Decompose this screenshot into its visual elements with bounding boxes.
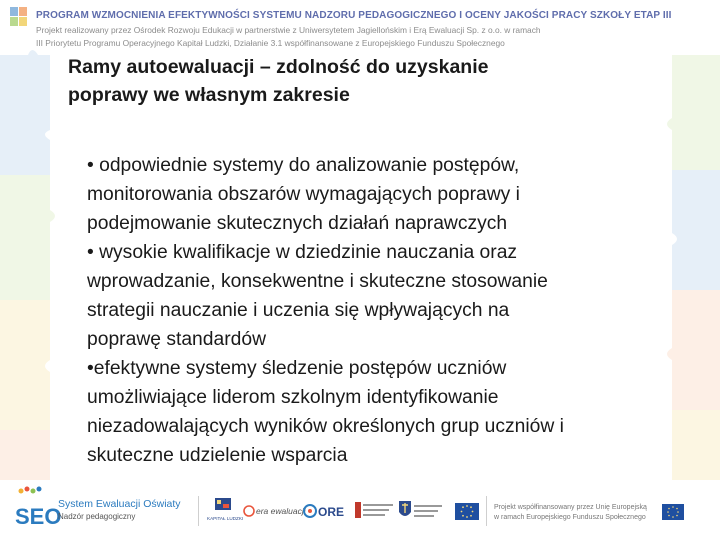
program-title: PROGRAM WZMOCNIENIA EFEKTYWNOŚCI SYSTEMU NADZORU PEDAGOGICZNEGO I OCENY JAKOŚCI PRACY SZKOŁY ETAP III	[36, 10, 672, 21]
footer-divider	[198, 496, 199, 526]
era-ewaluacji-logo-icon	[243, 500, 306, 522]
footer-divider	[486, 496, 487, 526]
body-line: skuteczne udzielenie wsparcia	[87, 445, 348, 466]
seo-logo-icon	[13, 486, 62, 530]
body-line: umożliwiające liderom szkolnym identyfikowanie	[87, 387, 499, 408]
slide-title-line: Ramy autoewaluacji – zdolność do uzyskanie	[68, 56, 489, 78]
slide-title-line: poprawy we własnym zakresie	[68, 84, 350, 106]
body-line: podejmowanie skutecznych działań naprawczych	[87, 213, 508, 234]
slide-title	[68, 53, 628, 109]
body-line: •efektywne systemy śledzenie postępów uczniów	[87, 358, 507, 379]
body-line: • odpowiednie systemy do analizowanie postępów,	[87, 155, 520, 176]
seo-subtitle: Nadzór pedagogiczny	[58, 512, 136, 521]
kapital-ludzki-logo-icon	[207, 498, 244, 524]
puzzle-logo-icon	[9, 6, 29, 28]
body-line: strategii nauczanie i uczenia się wpływających na	[87, 300, 510, 321]
kapital-ludzki-text: KAPITAŁ LUDZKI	[207, 516, 244, 521]
eu-flag-icon	[455, 503, 479, 520]
body-line: monitorowania obszarów wymagających poprawy i	[87, 184, 520, 205]
uj-logo-icon	[396, 498, 446, 524]
project-info-line-1: Projekt realizowany przez Ośrodek Rozwoju Edukacji w partnerstwie z Uniwersytetem Jagiellońskim i Erą Ewaluacji Sp. z o.o. w ramach	[36, 25, 541, 35]
slide-body	[87, 151, 699, 470]
body-line: niezadowalających wyników określonych grup uczniów i	[87, 416, 564, 437]
seo-name: System Ewaluacji Oświaty	[58, 498, 181, 510]
body-line: • wysokie kwalifikacje w dziedzinie nauczania oraz	[87, 242, 518, 263]
eu-text-line: Projekt współfinansowany przez Unię Europejską	[494, 504, 647, 511]
eu-text-line: w ramach Europejskiego Funduszu Społecznego	[494, 514, 646, 521]
eu-flag-icon	[662, 504, 684, 520]
era-text: era ewaluacji	[256, 506, 306, 516]
men-logo-icon	[355, 498, 395, 524]
ore-logo-icon	[303, 500, 353, 522]
seo-logo-text: SEO	[15, 504, 62, 529]
body-line: poprawę standardów	[87, 329, 267, 350]
project-info-line-2: III Priorytetu Programu Operacyjnego Kapitał Ludzki, Działanie 3.1 współfinansowane z Europejskiego Funduszu Społecznego	[36, 38, 505, 48]
body-line: wprowadzanie, konsekwentne i skuteczne stosowanie	[87, 271, 548, 292]
ore-text: ORE	[318, 505, 345, 519]
